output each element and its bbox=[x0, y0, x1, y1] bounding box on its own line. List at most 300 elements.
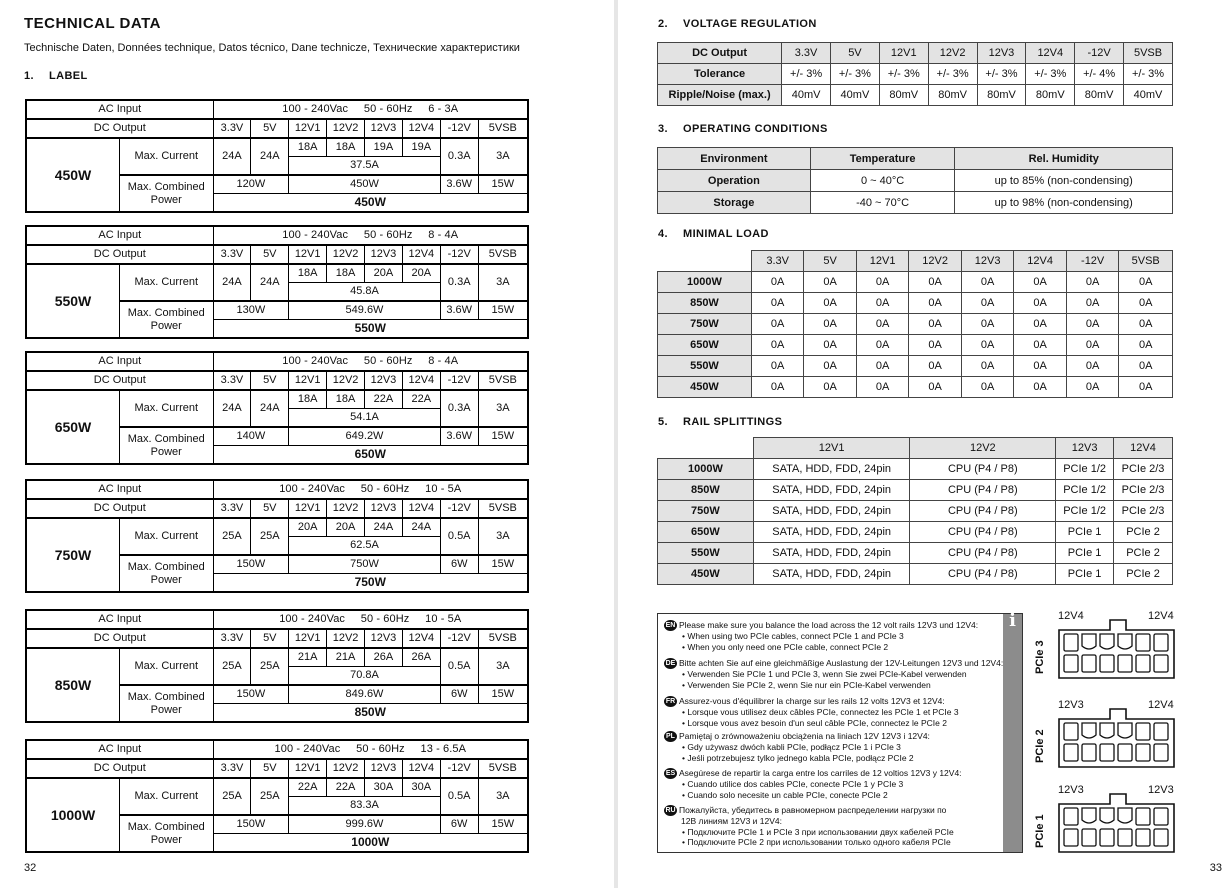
combined-12v: 849.6W bbox=[289, 685, 441, 704]
connector-pin bbox=[1100, 744, 1114, 761]
column-header: Environment bbox=[658, 148, 811, 170]
table-cell: PCIe 2 bbox=[1114, 543, 1173, 564]
connector-pin bbox=[1082, 723, 1096, 738]
rail-header: 12V4 bbox=[402, 759, 440, 778]
connector-pin bbox=[1082, 744, 1096, 761]
total-power: 550W bbox=[213, 320, 528, 339]
header-row bbox=[658, 43, 1173, 64]
total-power: 650W bbox=[213, 446, 528, 465]
combined-minus-12v: 6W bbox=[440, 815, 478, 834]
current-12v-total: 54.1A bbox=[289, 409, 441, 428]
bullet-icon: • bbox=[682, 752, 688, 763]
connector-pin bbox=[1154, 723, 1168, 740]
table-cell: 0A bbox=[909, 356, 962, 377]
column-header: 5VSB bbox=[1124, 43, 1173, 64]
table-cell: 80mV bbox=[1075, 85, 1124, 106]
label-table-550w bbox=[25, 225, 529, 339]
info-text: Please make sure you balance the load across the 12 volt rails 12V3 und 12V4: bbox=[679, 620, 979, 630]
ac-input-label: AC Input bbox=[26, 100, 213, 119]
language-badge: PL bbox=[664, 731, 677, 742]
combined-5vsb: 15W bbox=[478, 555, 528, 574]
table-cell: PCIe 1/2 bbox=[1056, 459, 1114, 480]
current-12v1: 20A bbox=[289, 518, 327, 537]
rail-header: -12V bbox=[440, 759, 478, 778]
combined-minus-12v: 3.6W bbox=[440, 175, 478, 194]
page-number: 32 bbox=[24, 862, 37, 874]
table-cell: 0A bbox=[751, 377, 804, 398]
connector-pin bbox=[1118, 634, 1132, 649]
ac-input-label: AC Input bbox=[26, 226, 213, 245]
wattage-label: 1000W bbox=[26, 778, 120, 852]
rail-header: 12V3 bbox=[365, 499, 403, 518]
table-cell: PCIe 1/2 bbox=[1056, 501, 1114, 522]
combined-5vsb: 15W bbox=[478, 175, 528, 194]
info-sidebar bbox=[1003, 610, 1022, 852]
ac-input-value: 100 - 240Vac 50 - 60Hz 10 - 5A bbox=[213, 610, 528, 629]
connector-pin bbox=[1100, 723, 1114, 738]
connector-pin bbox=[1136, 655, 1150, 672]
pcie-connector-2 bbox=[1022, 697, 1172, 777]
table-row bbox=[658, 501, 1173, 522]
max-combined-label bbox=[119, 685, 213, 722]
rail-header: 12V1 bbox=[289, 245, 327, 264]
table-cell: 80mV bbox=[928, 85, 977, 106]
current-12v2: 18A bbox=[327, 138, 365, 157]
connector-pin bbox=[1082, 808, 1096, 823]
connector-side-label: PCIe 3 bbox=[1034, 640, 1046, 674]
table-row bbox=[658, 543, 1173, 564]
rail-header: 5VSB bbox=[478, 629, 528, 648]
bullet-icon: • bbox=[682, 789, 688, 800]
column-header: 12V2 bbox=[928, 43, 977, 64]
info-bullet-text: Cuando solo necesite un cable PCIe, conecte PCIe 2 bbox=[687, 789, 888, 800]
ac-input-label: AC Input bbox=[26, 352, 213, 371]
ac-input-value: 100 - 240Vac 50 - 60Hz 13 - 6.5A bbox=[213, 740, 528, 759]
max-current-row bbox=[26, 390, 528, 409]
info-bullet bbox=[664, 669, 994, 679]
max-combined-label bbox=[119, 427, 213, 464]
table-cell: CPU (P4 / P8) bbox=[910, 480, 1056, 501]
table-cell: 0A bbox=[1066, 293, 1119, 314]
table-cell: 0A bbox=[804, 293, 857, 314]
max-current-row bbox=[26, 778, 528, 797]
section-voltage-heading bbox=[658, 18, 817, 30]
table-cell: SATA, HDD, FDD, 24pin bbox=[753, 480, 910, 501]
dc-output-label: DC Output bbox=[26, 119, 213, 138]
table-cell: CPU (P4 / P8) bbox=[910, 564, 1056, 585]
table-cell: 0A bbox=[909, 293, 962, 314]
info-bullet bbox=[664, 707, 994, 717]
table-cell: 0A bbox=[751, 272, 804, 293]
rail-header: 12V4 bbox=[402, 371, 440, 390]
table-row bbox=[658, 192, 1173, 214]
current-12v2: 18A bbox=[327, 390, 365, 409]
table-cell: 0A bbox=[804, 377, 857, 398]
info-bullet bbox=[664, 837, 994, 847]
info-bullet-text: Cuando utilice dos cables PCIe, conecte PCIe 1 y PCIe 3 bbox=[687, 779, 904, 790]
table-cell: 0A bbox=[1066, 314, 1119, 335]
section-number: 2. bbox=[658, 18, 668, 30]
ac-input-row bbox=[26, 740, 528, 759]
language-badge: DE bbox=[665, 660, 676, 668]
current-5v: 25A bbox=[251, 648, 289, 685]
connector-pin bbox=[1118, 655, 1132, 672]
column-header: 12V3 bbox=[977, 43, 1026, 64]
table-cell: 0A bbox=[909, 377, 962, 398]
current-5vsb: 3A bbox=[478, 648, 528, 685]
section-number: 1. bbox=[24, 70, 34, 82]
label-table-850w bbox=[25, 609, 529, 723]
info-bullet-text: Lorsque vous avez besoin d'un seul câble PCIe, connectez le PCIe 2 bbox=[687, 717, 947, 728]
column-header: 12V4 bbox=[1014, 251, 1067, 272]
connector-pin bbox=[1136, 829, 1150, 846]
column-header: 12V4 bbox=[1114, 438, 1173, 459]
rail-header: 3.3V bbox=[213, 371, 251, 390]
table-cell: 0A bbox=[961, 335, 1014, 356]
info-lang-es bbox=[664, 768, 994, 800]
ac-input-label: AC Input bbox=[26, 480, 213, 499]
table-cell: CPU (P4 / P8) bbox=[910, 459, 1056, 480]
pcie-connector-3 bbox=[1022, 608, 1172, 688]
table-cell: 0A bbox=[1119, 293, 1173, 314]
rail-header: -12V bbox=[440, 119, 478, 138]
current-5vsb: 3A bbox=[478, 264, 528, 301]
table-cell: +/- 3% bbox=[782, 64, 831, 85]
table-cell: 0A bbox=[1119, 335, 1173, 356]
row-header: 850W bbox=[658, 480, 754, 501]
rail-header: 12V4 bbox=[402, 119, 440, 138]
row-header: Ripple/Noise (max.) bbox=[658, 85, 782, 106]
connector-pin bbox=[1136, 744, 1150, 761]
table-cell: 0A bbox=[1119, 356, 1173, 377]
current-3-3v: 24A bbox=[213, 138, 251, 175]
section-name: MINIMAL LOAD bbox=[683, 228, 769, 240]
info-bullet bbox=[664, 631, 994, 641]
connector-side-label: PCIe 1 bbox=[1034, 814, 1046, 848]
max-combined-label bbox=[120, 815, 214, 852]
info-lang-de bbox=[664, 658, 1004, 690]
dc-output-label: DC Output bbox=[26, 499, 213, 518]
info-text-line bbox=[664, 816, 994, 826]
row-header: Operation bbox=[658, 170, 811, 192]
table-cell: 0A bbox=[1014, 356, 1067, 377]
table-cell: 0A bbox=[961, 272, 1014, 293]
current-12v4: 22A bbox=[402, 390, 440, 409]
table-cell: 0A bbox=[804, 314, 857, 335]
rail-header: 3.3V bbox=[213, 629, 251, 648]
info-text-line bbox=[664, 768, 994, 779]
right-page bbox=[618, 0, 1228, 888]
label-table-750w bbox=[25, 479, 529, 593]
connector-pin bbox=[1064, 723, 1078, 740]
table-cell: PCIe 2 bbox=[1114, 564, 1173, 585]
ac-input-value: 100 - 240Vac 50 - 60Hz 10 - 5A bbox=[213, 480, 528, 499]
current-12v3: 19A bbox=[365, 138, 403, 157]
rail-header: 3.3V bbox=[213, 119, 251, 138]
power-text: Power bbox=[150, 319, 182, 332]
column-header: 3.3V bbox=[782, 43, 831, 64]
table-cell: 0A bbox=[856, 356, 909, 377]
combined-3-3v-5v: 150W bbox=[213, 555, 289, 574]
current-12v1: 21A bbox=[289, 648, 327, 667]
table-cell: +/- 3% bbox=[928, 64, 977, 85]
power-text: Power bbox=[150, 445, 182, 458]
info-text: Assurez-vous d'équilibrer la charge sur les rails 12 volts 12V3 et 12V4: bbox=[679, 696, 945, 706]
table-cell: -40 ~ 70°C bbox=[810, 192, 955, 214]
current-minus-12v: 0.5A bbox=[440, 778, 478, 815]
current-5v: 25A bbox=[251, 778, 289, 815]
bullet-icon: • bbox=[682, 641, 688, 652]
power-text: Power bbox=[150, 703, 182, 716]
rail-header: -12V bbox=[440, 629, 478, 648]
max-combined-label bbox=[119, 175, 213, 212]
current-12v3: 24A bbox=[365, 518, 403, 537]
rail-header: 12V4 bbox=[402, 499, 440, 518]
combined-3-3v-5v: 150W bbox=[213, 685, 289, 704]
table-cell: 80mV bbox=[1026, 85, 1075, 106]
info-bullet bbox=[664, 680, 994, 690]
table-cell: 0A bbox=[1119, 272, 1173, 293]
connector-side-label: PCIe 2 bbox=[1034, 729, 1046, 763]
table-cell: 0A bbox=[909, 314, 962, 335]
row-header: 550W bbox=[658, 543, 754, 564]
language-badge: EN bbox=[665, 622, 676, 630]
max-combined-text: Max. Combined bbox=[127, 820, 205, 833]
info-bullet bbox=[664, 779, 994, 789]
rail-header: 12V2 bbox=[327, 499, 365, 518]
table-cell: 0A bbox=[856, 377, 909, 398]
table-cell: 0A bbox=[804, 272, 857, 293]
info-lang-ru bbox=[664, 805, 994, 847]
current-12v2: 21A bbox=[327, 648, 365, 667]
combined-minus-12v: 6W bbox=[440, 685, 478, 704]
rail-header: 5V bbox=[251, 629, 289, 648]
section-label-heading bbox=[24, 70, 88, 82]
column-header bbox=[658, 251, 752, 272]
rail-header: 12V2 bbox=[327, 629, 365, 648]
combined-3-3v-5v: 130W bbox=[213, 301, 289, 320]
table-row bbox=[658, 377, 1173, 398]
table-cell: SATA, HDD, FDD, 24pin bbox=[753, 543, 910, 564]
rail-header: -12V bbox=[440, 499, 478, 518]
info-bullet bbox=[664, 642, 994, 652]
section-name: OPERATING CONDITIONS bbox=[683, 123, 828, 135]
table-cell: 0A bbox=[1014, 335, 1067, 356]
minimal-load-table bbox=[657, 250, 1173, 398]
max-combined-text: Max. Combined bbox=[127, 180, 205, 193]
table-cell: 0A bbox=[1014, 377, 1067, 398]
connector-right-label: 12V4 bbox=[1148, 699, 1174, 711]
column-header: 12V3 bbox=[961, 251, 1014, 272]
power-text: Power bbox=[150, 833, 182, 846]
current-12v-total: 83.3A bbox=[289, 797, 441, 816]
header-row bbox=[658, 148, 1173, 170]
operating-conditions-table bbox=[657, 147, 1173, 214]
table-cell: +/- 3% bbox=[831, 64, 880, 85]
table-cell: 40mV bbox=[1124, 85, 1173, 106]
wattage-label: 550W bbox=[26, 264, 119, 338]
table-cell: PCIe 2 bbox=[1114, 522, 1173, 543]
connector-drawing bbox=[1056, 616, 1176, 680]
current-12v3: 30A bbox=[364, 778, 402, 797]
table-row bbox=[658, 459, 1173, 480]
max-current-row bbox=[26, 518, 528, 537]
table-cell: 0A bbox=[1014, 293, 1067, 314]
rail-header: 12V3 bbox=[365, 245, 403, 264]
table-cell: 0A bbox=[961, 377, 1014, 398]
rail-header: 5V bbox=[251, 371, 289, 390]
label-table-650w bbox=[25, 351, 529, 465]
info-bullet bbox=[664, 718, 994, 728]
bullet-icon: • bbox=[682, 826, 688, 837]
column-header: -12V bbox=[1066, 251, 1119, 272]
rail-header: 3.3V bbox=[213, 245, 251, 264]
table-row bbox=[658, 64, 1173, 85]
info-lang-pl bbox=[664, 731, 994, 763]
column-header: 12V3 bbox=[1056, 438, 1114, 459]
max-current-label: Max. Current bbox=[119, 264, 213, 301]
table-cell: +/- 3% bbox=[977, 64, 1026, 85]
header-row bbox=[658, 438, 1173, 459]
table-row bbox=[658, 356, 1173, 377]
max-combined-text: Max. Combined bbox=[127, 432, 205, 445]
row-header: 750W bbox=[658, 501, 754, 522]
max-current-label: Max. Current bbox=[119, 138, 213, 175]
table-cell: CPU (P4 / P8) bbox=[910, 501, 1056, 522]
combined-3-3v-5v: 140W bbox=[213, 427, 289, 446]
current-5v: 24A bbox=[251, 264, 289, 301]
connector-pin bbox=[1118, 808, 1132, 823]
power-text: Power bbox=[150, 573, 182, 586]
max-combined-label bbox=[119, 301, 213, 338]
bullet-icon: • bbox=[682, 679, 688, 690]
current-12v2: 18A bbox=[327, 264, 365, 283]
ac-input-row bbox=[26, 352, 528, 371]
current-5vsb: 3A bbox=[478, 390, 528, 427]
current-minus-12v: 0.5A bbox=[440, 648, 478, 685]
rail-header: 5VSB bbox=[478, 245, 528, 264]
connector-left-label: 12V4 bbox=[1058, 610, 1084, 622]
rail-header: 5VSB bbox=[478, 499, 528, 518]
table-cell: 0A bbox=[1066, 356, 1119, 377]
connector-pin bbox=[1064, 829, 1078, 846]
table-cell: 0 ~ 40°C bbox=[810, 170, 955, 192]
ac-input-row bbox=[26, 480, 528, 499]
column-header: 12V1 bbox=[856, 251, 909, 272]
current-minus-12v: 0.3A bbox=[440, 264, 478, 301]
section-name: RAIL SPLITTINGS bbox=[683, 416, 783, 428]
connector-pin bbox=[1154, 744, 1168, 761]
current-5v: 25A bbox=[251, 518, 289, 555]
connector-left-label: 12V3 bbox=[1058, 699, 1084, 711]
column-header: 12V2 bbox=[910, 438, 1056, 459]
connector-pin bbox=[1154, 634, 1168, 651]
rail-header: 5V bbox=[251, 245, 289, 264]
max-combined-label bbox=[119, 555, 213, 592]
dc-output-row bbox=[26, 371, 528, 390]
label-table-450w bbox=[25, 99, 529, 213]
connector-pin bbox=[1100, 829, 1114, 846]
current-3-3v: 24A bbox=[213, 264, 251, 301]
combined-minus-12v: 3.6W bbox=[440, 427, 478, 446]
connector-pin bbox=[1118, 829, 1132, 846]
row-header: 1000W bbox=[658, 459, 754, 480]
connector-housing bbox=[1059, 794, 1174, 852]
current-12v4: 19A bbox=[402, 138, 440, 157]
current-3-3v: 24A bbox=[213, 390, 251, 427]
ac-input-value: 100 - 240Vac 50 - 60Hz 8 - 4A bbox=[213, 226, 528, 245]
max-current-label: Max. Current bbox=[120, 778, 214, 815]
rail-header: 12V3 bbox=[364, 759, 402, 778]
info-text: Bitte achten Sie auf eine gleichmäßige Auslastung der 12V-Leitungen 12V3 und 12V4: bbox=[679, 658, 1004, 668]
pcie-connector-1 bbox=[1022, 782, 1172, 862]
rail-header: -12V bbox=[440, 371, 478, 390]
current-minus-12v: 0.3A bbox=[440, 138, 478, 175]
connector-pin bbox=[1064, 634, 1078, 651]
section-number: 4. bbox=[658, 228, 668, 240]
dc-output-row bbox=[26, 119, 528, 138]
combined-5vsb: 15W bbox=[478, 685, 528, 704]
info-text-line bbox=[664, 620, 994, 631]
section-name: VOLTAGE REGULATION bbox=[683, 18, 817, 30]
current-5vsb: 3A bbox=[478, 138, 528, 175]
language-badge: ES bbox=[665, 770, 676, 778]
info-bullet-text: Jeśli potrzebujesz tylko jednego kabla PCIe, podłącz PCIe 2 bbox=[687, 752, 914, 763]
table-row bbox=[658, 272, 1173, 293]
table-cell: up to 85% (non-condensing) bbox=[955, 170, 1173, 192]
connector-housing bbox=[1059, 620, 1174, 678]
rail-header: 12V1 bbox=[289, 499, 327, 518]
current-5v: 24A bbox=[251, 390, 289, 427]
table-cell: 0A bbox=[751, 293, 804, 314]
total-power: 850W bbox=[213, 704, 528, 723]
column-header: 5V bbox=[831, 43, 880, 64]
rail-header: 12V4 bbox=[402, 629, 440, 648]
dc-output-row bbox=[26, 759, 528, 778]
connector-pin bbox=[1082, 829, 1096, 846]
rail-header: 12V2 bbox=[327, 245, 365, 264]
voltage-regulation-table bbox=[657, 42, 1173, 106]
connector-pin bbox=[1154, 808, 1168, 825]
connector-pin bbox=[1100, 655, 1114, 672]
combined-5vsb: 15W bbox=[478, 815, 528, 834]
combined-minus-12v: 6W bbox=[440, 555, 478, 574]
rail-header: 5VSB bbox=[478, 119, 528, 138]
info-text: Пожалуйста, убедитесь в равномерном распределении нагрузки по bbox=[679, 805, 947, 815]
table-cell: PCIe 1 bbox=[1056, 543, 1114, 564]
connector-pin bbox=[1082, 655, 1096, 672]
table-cell: CPU (P4 / P8) bbox=[910, 522, 1056, 543]
current-5v: 24A bbox=[251, 138, 289, 175]
current-12v4: 30A bbox=[402, 778, 440, 797]
row-header: Tolerance bbox=[658, 64, 782, 85]
table-cell: 0A bbox=[1066, 377, 1119, 398]
rail-header: 5VSB bbox=[478, 371, 528, 390]
connector-left-label: 12V3 bbox=[1058, 784, 1084, 796]
row-header: 750W bbox=[658, 314, 752, 335]
table-cell: 0A bbox=[856, 314, 909, 335]
info-text-line bbox=[664, 805, 994, 816]
page-number: 33 bbox=[1209, 862, 1222, 874]
rail-header: 12V4 bbox=[402, 245, 440, 264]
connector-pin bbox=[1118, 744, 1132, 761]
bullet-icon: • bbox=[682, 779, 688, 790]
rail-header: 12V3 bbox=[365, 371, 403, 390]
ac-input-label: AC Input bbox=[26, 740, 213, 759]
current-12v1: 18A bbox=[289, 138, 327, 157]
table-cell: up to 98% (non-condensing) bbox=[955, 192, 1173, 214]
bullet-icon: • bbox=[682, 742, 688, 753]
